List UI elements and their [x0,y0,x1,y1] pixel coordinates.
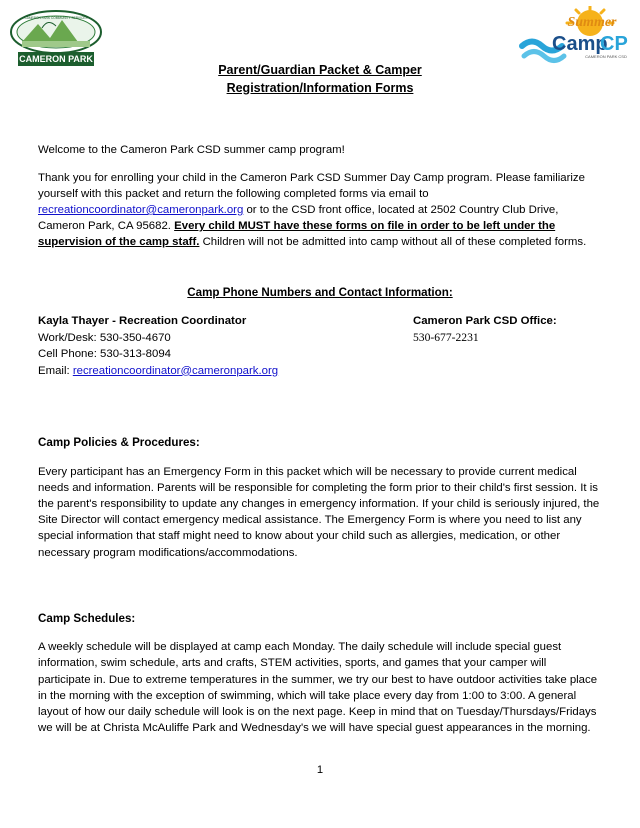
office-label: Cameron Park CSD Office: [413,315,557,328]
page-number: 1 [316,764,324,776]
document-body [38,142,602,737]
schedules-section-heading: Camp Schedules: [38,611,136,625]
intro-text-c: Children will not be admitted into camp without all of these completed forms. [199,236,587,249]
svg-text:Camp: Camp [552,33,608,55]
summer-camp-cp-logo [518,6,630,72]
email-label: Email: [38,364,73,377]
intro-paragraph [38,170,602,251]
contact-block [38,313,602,379]
svg-text:CAMERON PARK COMMUNITY SERVICE: CAMERON PARK COMMUNITY SERVICES [24,16,88,20]
coordinator-email-line [38,363,365,380]
contact-left-column [38,313,365,379]
schedules-paragraph: A weekly schedule will be displayed at camp each Monday. The daily schedule will include special guest information, swim schedule, arts and crafts, STEM activities, sports, and games that your camper will participate in. Due to extreme temperatures in the summer, we try our best to have outdoor activities take place in the morning with the exception of swimming, which will take place every day from 1:00 to 3:00. A general layout of how our daily schedule will look is on the next page. Keep in mind that on Tuesday/Thursdays/Fridays we will be at Christa McAuliffe Park and Wednesday's we will have special guest appearances in the morning. [38,641,598,735]
contact-section-heading: Camp Phone Numbers and Contact Information: [187,285,453,299]
email-link-intro[interactable]: recreationcoordinator@cameronpark.org [38,204,244,217]
svg-text:CAMERON PARK CSD: CAMERON PARK CSD [585,54,627,59]
cameron-park-csd-logo [8,8,104,70]
coordinator-name: Kayla Thayer - Recreation Coordinator [38,315,247,328]
intro-text-b: or to the CSD front office, located at 2502 Country Club Drive, Cameron Park, CA 95682. [38,204,559,233]
page-title-line1: Parent/Guardian Packet & Camper [218,63,422,77]
svg-text:CAMERON PARK: CAMERON PARK [19,54,93,64]
page-title [110,0,530,98]
email-link-coordinator[interactable]: recreationcoordinator@cameronpark.org [72,364,279,377]
svg-text:Summer: Summer [567,15,617,30]
policies-paragraph: Every participant has an Emergency Form in this packet which will be necessary to provide current medical needs and information. Parents will be responsible for completing the form prior to their child's first session. It is the parent's responsibility to update any changes in emergency information. If your child is seriously injured, the Site Director will contact emergency medical assistance. The Emergency Form is where you need to list any special information that staff might need to know about your child such as allergies, medication, or other necessary program modifications/accommodations. [38,465,600,559]
office-phone: 530-677-2231 [413,330,479,344]
intro-text-a: Thank you for enrolling your child in the Cameron Park CSD Summer Day Camp program. Please familiarize yourself with this packet and return the following completed forms via email to [38,171,585,200]
policies-section-heading: Camp Policies & Procedures: [38,436,200,450]
coordinator-work-phone: Work/Desk: 530-350-4670 [38,331,171,344]
intro-emphasis: Every child MUST have these forms on file in order to be left under the supervision of the camp staff. [38,220,556,249]
coordinator-cell-phone: Cell Phone: 530-313-8094 [38,348,171,361]
page-title-line2: Registration/Information Forms [226,80,414,95]
contact-right-column [413,313,633,346]
svg-text:CP: CP [600,33,628,55]
welcome-paragraph: Welcome to the Cameron Park CSD summer camp program! [38,143,345,156]
